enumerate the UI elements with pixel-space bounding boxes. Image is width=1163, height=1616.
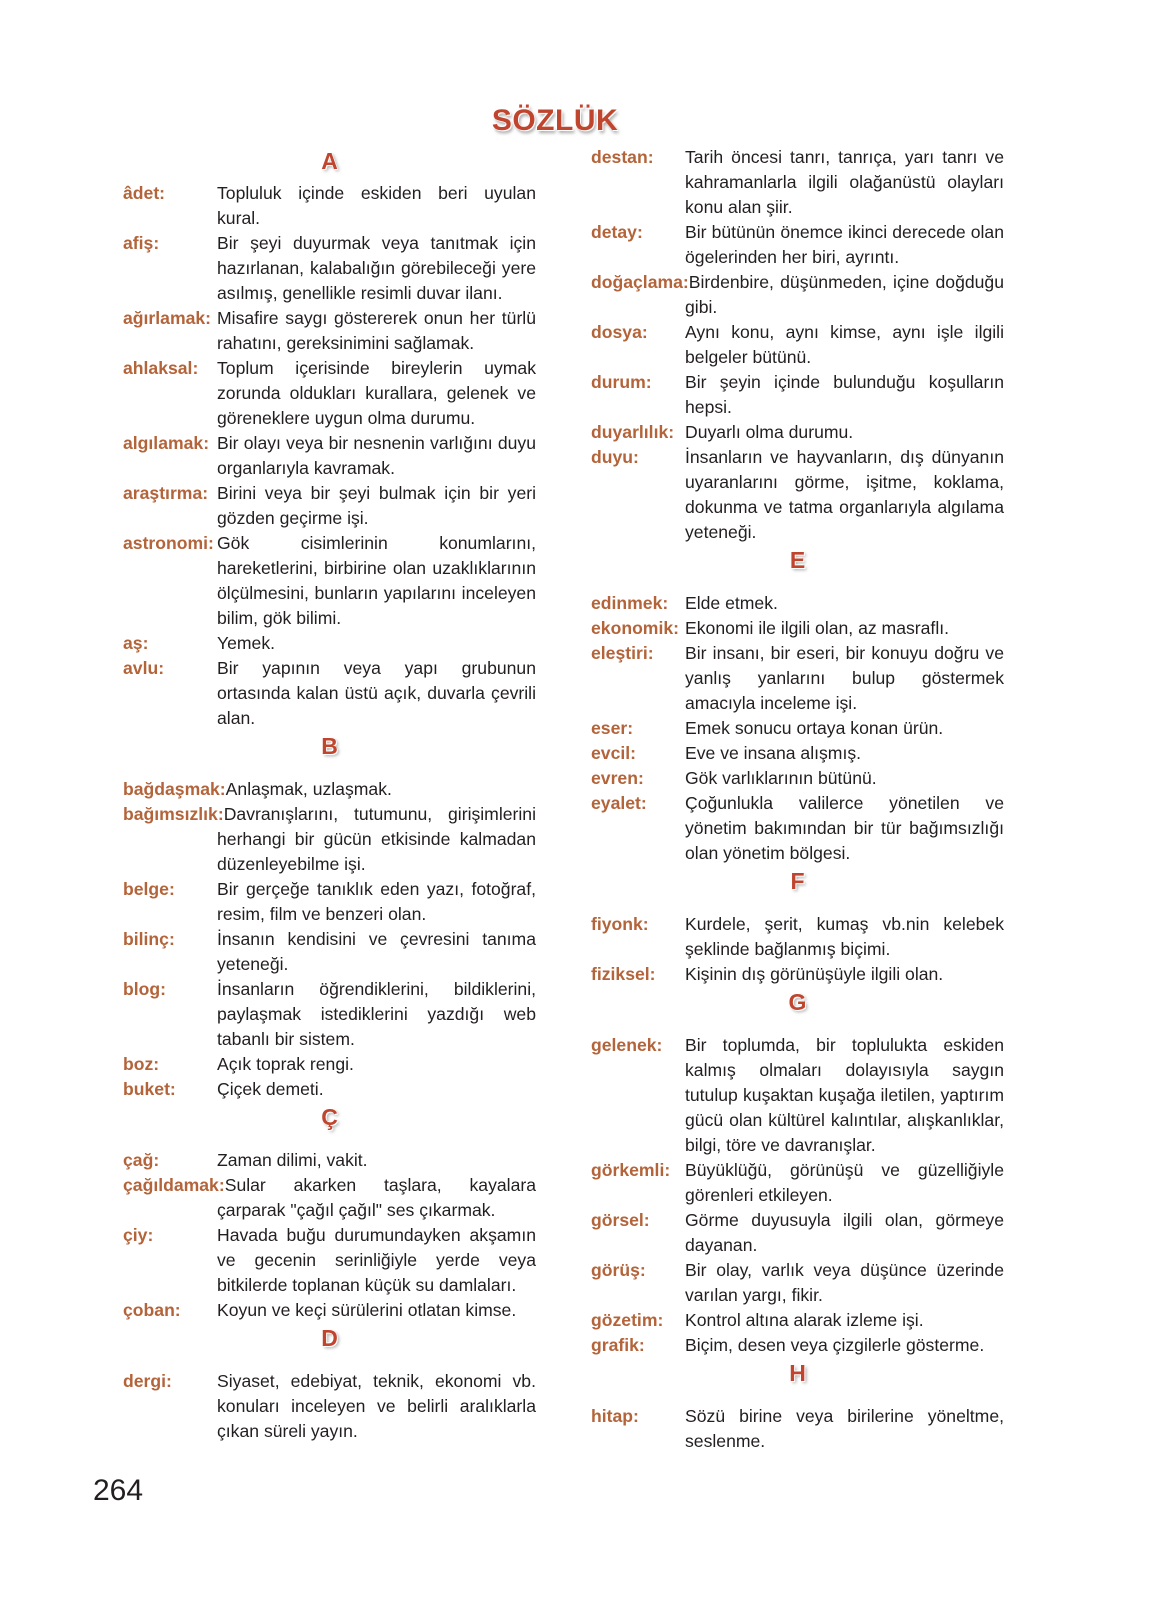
letter-heading: D [321,1325,338,1351]
glossary-entry [591,591,1004,616]
glossary-entry [123,1077,536,1102]
glossary-term: astronomi: [123,533,214,553]
glossary-term: görsel: [591,1210,650,1230]
letter-heading: Ç [321,1104,338,1130]
glossary-term: eyalet: [591,793,647,813]
glossary-term: ağırlamak: [123,308,212,328]
glossary-term: belge: [123,879,175,899]
glossary-entry [591,1158,1004,1208]
glossary-term: bilinç: [123,929,175,949]
glossary-definition: Ekonomi ile ilgili olan, az masraflı. [685,618,950,638]
glossary-definition: Sözü birine veya birilerine yöneltme, seslenme. [685,1406,1004,1451]
glossary-definition: Tarih öncesi tanrı, tanrıça, yarı tanrı ve kahramanlarla ilgili olağanüstü olayları konu alan şiir. [685,147,1004,217]
glossary-definition: Duyarlı olma durumu. [685,422,854,442]
glossary-definition: Kurdele, şerit, kumaş vb.nin kelebek şeklinde bağlanmış biçimi. [685,914,1004,959]
glossary-definition: Zaman dilimi, vakit. [217,1150,368,1170]
glossary-definition: Siyaset, edebiyat, teknik, ekonomi vb. konuları inceleyen ve belirli aralıklarla çıkan süreli yayın. [217,1371,536,1441]
glossary-definition: Yemek. [217,633,276,653]
glossary-entry [591,1404,1004,1454]
glossary-definition: Koyun ve keçi sürülerini otlatan kimse. [217,1300,517,1320]
glossary-term: eser: [591,718,634,738]
glossary-entry [123,977,536,1052]
glossary-definition: Kontrol altına alarak izleme işi. [685,1310,924,1330]
glossary-definition: Birdenbire, düşünmeden, içine doğduğu gibi. [685,272,1004,317]
glossary-term: araştırma: [123,483,209,503]
glossary-term: fiyonk: [591,914,649,934]
page-number: 264 [93,1474,144,1507]
glossary-entry [591,145,1004,220]
glossary-entry [123,802,536,877]
glossary-entry [591,270,1004,320]
glossary-entry [591,1333,1004,1358]
glossary-term: afiş: [123,233,160,253]
letter-heading: B [321,733,338,759]
glossary-entry [123,431,536,481]
glossary-entry [591,766,1004,791]
glossary-term: avlu: [123,658,165,678]
glossary-term: çoban: [123,1300,181,1320]
glossary-term: aş: [123,633,149,653]
glossary-definition: Aynı konu, aynı kimse, aynı işle ilgili belgeler bütünü. [685,322,1004,367]
glossary-term: duyu: [591,447,639,467]
glossary-term: evren: [591,768,644,788]
glossary-definition: Kişinin dış görünüşüyle ilgili olan. [685,964,944,984]
glossary-term: edinmek: [591,593,669,613]
glossary-entry [123,777,536,802]
glossary-term: eleştiri: [591,643,654,663]
glossary-definition: Bir şeyin içinde bulunduğu koşulların hepsi. [685,372,1004,417]
glossary-term: çiy: [123,1225,154,1245]
glossary-term: durum: [591,372,652,392]
glossary-entry [123,877,536,927]
glossary-term: çağıldamak: [123,1175,225,1195]
glossary-entry [123,306,536,356]
glossary-entry [123,631,536,656]
glossary-definition: Bir insanı, bir eseri, bir konuyu doğru ve yanlış yanlarını bulup göstermek amacıyla inceleme işi. [685,643,1004,713]
glossary-entry [591,445,1004,545]
left-column [123,146,536,1444]
glossary-term: gelenek: [591,1035,663,1055]
glossary-definition: Gök cisimlerinin konumlarını, hareketlerini, birbirine olan uzaklıklarının ölçülmesini, bunların yapılarını inceleyen bilim, gök bilimi. [217,533,536,628]
glossary-term: hitap: [591,1406,639,1426]
glossary-entry [591,370,1004,420]
glossary-term: çağ: [123,1150,160,1170]
glossary-term: boz: [123,1054,160,1074]
glossary-entry [591,1208,1004,1258]
glossary-definition: Sular akarken taşlara, kayalara çarparak "çağıl çağıl" ses çıkarmak. [217,1175,536,1220]
glossary-term: dosya: [591,322,648,342]
glossary-entry [123,181,536,231]
glossary-definition: Bir toplumda, bir toplulukta eskiden kalmış olmaları dolayısıyla saygın tutulup kuşaktan kuşağa iletilen, yaptırım gücü olan kültürel kalıntılar, alışkanlıklar, bilgi, töre ve davranışlar. [685,1035,1004,1155]
glossary-entry [591,791,1004,866]
glossary-term: destan: [591,147,654,167]
glossary-term: fiziksel: [591,964,656,984]
glossary-term: görkemli: [591,1160,671,1180]
glossary-entry [123,231,536,306]
glossary-definition: İnsanların öğrendiklerini, bildiklerini, paylaşmak istediklerini yazdığı web tabanlı bir sistem. [217,979,536,1049]
glossary-entry [591,962,1004,987]
glossary-definition: Toplum içerisinde bireylerin uymak zorunda oldukları kurallara, gelenek ve göreneklere uygun olma durumu. [217,358,536,428]
glossary-entry [591,716,1004,741]
glossary-definition: Görme duyusuyla ilgili olan, görmeye dayanan. [685,1210,1004,1255]
glossary-term: bağımsızlık: [123,804,224,824]
glossary-term: doğaçlama: [591,272,689,292]
glossary-definition: Eve ve insana alışmış. [685,743,862,763]
letter-heading: H [789,1360,806,1386]
glossary-definition: Bir gerçeğe tanıklık eden yazı, fotoğraf, resim, film ve benzeri olan. [217,879,536,924]
glossary-definition: Çoğunlukla valilerce yönetilen ve yönetim bakımından bir tür bağımsızlığı olan yönetim bölgesi. [685,793,1004,863]
glossary-entry [123,656,536,731]
glossary-entry [123,1052,536,1077]
glossary-entry [591,912,1004,962]
letter-heading: F [790,868,805,894]
letter-heading: A [321,148,338,174]
glossary-definition: Misafire saygı göstererek onun her türlü rahatını, gereksinimini sağlamak. [217,308,536,353]
glossary-definition: Emek sonucu ortaya konan ürün. [685,718,944,738]
glossary-entry [123,1223,536,1298]
glossary-entry [123,1173,536,1223]
glossary-definition: Bir olayı veya bir nesnenin varlığını duyu organlarıyla kavramak. [217,433,536,478]
page-title: SÖZLÜK [491,104,619,137]
glossary-entry [123,1298,536,1323]
glossary-entry [591,641,1004,716]
glossary-definition: Davranışlarını, tutumunu, girişimlerini herhangi bir gücün etkisinde kalmadan düzenleyebilme işi. [217,804,536,874]
glossary-definition: Bir olay, varlık veya düşünce üzerinde varılan yargı, fikir. [685,1260,1004,1305]
glossary-definition: Çiçek demeti. [217,1079,324,1099]
glossary-definition: Elde etmek. [685,593,778,613]
glossary-term: dergi: [123,1371,172,1391]
glossary-term: ahlaksal: [123,358,199,378]
glossary-term: görüş: [591,1260,646,1280]
glossary-term: gözetim: [591,1310,664,1330]
glossary-entry [591,1258,1004,1308]
glossary-definition: Topluluk içinde eskiden beri uyulan kural. [217,183,536,228]
glossary-definition: İnsanın kendisini ve çevresini tanıma yeteneği. [217,929,536,974]
glossary-definition: Bir bütünün önemce ikinci derecede olan ögelerinden her biri, ayrıntı. [685,222,1004,267]
glossary-entry [591,320,1004,370]
letter-heading: G [788,989,807,1015]
glossary-term: buket: [123,1079,176,1099]
glossary-entry [591,220,1004,270]
glossary-term: ekonomik: [591,618,679,638]
glossary-entry [123,927,536,977]
glossary-entry [591,1033,1004,1158]
glossary-entry [591,1308,1004,1333]
glossary-definition: Büyüklüğü, görünüşü ve güzelliğiyle görenleri etkileyen. [685,1160,1004,1205]
letter-heading: E [789,547,806,573]
glossary-term: bağdaşmak: [123,779,226,799]
glossary-term: blog: [123,979,166,999]
glossary-definition: Biçim, desen veya çizgilerle gösterme. [685,1335,985,1355]
glossary-definition: Birini veya bir şeyi bulmak için bir yeri gözden geçirme işi. [217,483,536,528]
glossary-definition: Bir yapının veya yapı grubunun ortasında kalan üstü açık, duvarla çevrili alan. [217,658,536,728]
glossary-entry [591,420,1004,445]
glossary-term: âdet: [123,183,166,203]
glossary-term: duyarlılık: [591,422,675,442]
glossary-term: grafik: [591,1335,645,1355]
glossary-term: detay: [591,222,643,242]
glossary-entry [123,1148,536,1173]
glossary-entry [123,1369,536,1444]
glossary-definition: Anlaşmak, uzlaşmak. [225,779,392,799]
glossary-entry [123,531,536,631]
glossary-definition: Bir şeyi duyurmak veya tanıtmak için hazırlanan, kalabalığın görebileceği yere asılmış, genellikle resimli duvar ilanı. [217,233,536,303]
glossary-term: evcil: [591,743,636,763]
right-column [591,145,1004,1454]
glossary-term: algılamak: [123,433,210,453]
glossary-definition: İnsanların ve hayvanların, dış dünyanın uyaranlarını görme, işitme, koklama, dokunma ve tatma organlarıyla algılama yeteneği. [685,447,1004,542]
glossary-entry [591,616,1004,641]
glossary-definition: Gök varlıklarının bütünü. [685,768,877,788]
glossary-definition: Açık toprak rengi. [217,1054,354,1074]
glossary-entry [591,741,1004,766]
glossary-entry [123,356,536,431]
glossary-entry [123,481,536,531]
glossary-definition: Havada buğu durumundayken akşamın ve gecenin serinliğiyle yerde veya bitkilerde toplanan küçük su damlaları. [217,1225,536,1295]
